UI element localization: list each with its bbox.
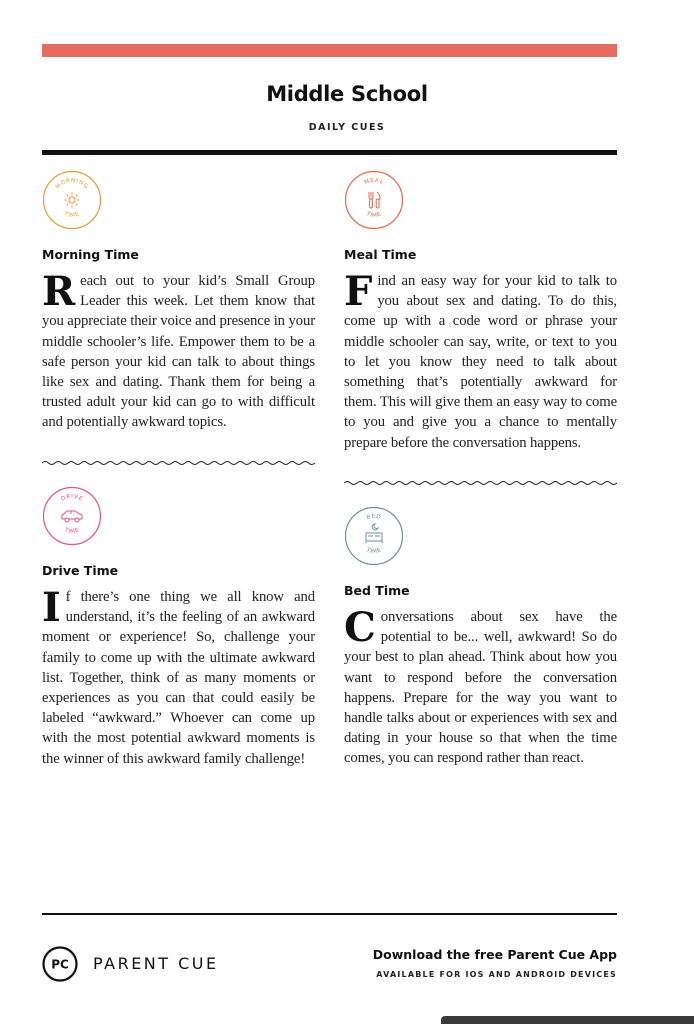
brand-mark: PC [51,957,69,972]
section-body-text: f there’s one thing we all know and understand, it’s the feeling of an awkward moment or experience! So, challenge your family to come up with the ultimate awkward list. Together, think of as many moments or experiences as you can that could easily be labeled “awkward.” Whoever can come up with the most potential awkward moments is the winner of this awkward family challenge! [42,589,315,767]
page-title: Middle School [266,82,428,106]
wave-divider [344,479,617,487]
header-divider [42,150,617,155]
svg-text:TIME [364,211,383,219]
svg-text:DRIVE [60,494,84,503]
section-body [344,604,617,769]
svg-text:TIME [62,211,81,219]
section-title: Bed Time [344,583,410,598]
footer-divider [42,913,617,915]
drop-cap: C [344,604,376,651]
sun-icon [65,193,80,208]
section-bed-time [344,506,617,796]
download-app-text: Download the free Parent Cue App [372,947,617,962]
available-devices-text: AVAILABLE FOR IOS AND ANDROID DEVICES [376,970,617,979]
fork-knife-icon [369,192,380,208]
bed-time-badge [344,506,404,566]
section-drive-time [42,486,315,816]
badge-label-top: BED [366,513,382,522]
wave-divider [42,459,315,467]
drop-cap: R [42,268,76,315]
badge-label-top: MEAL [363,177,385,187]
section-body [42,584,315,769]
section-title: Drive Time [42,563,119,578]
drop-cap: I [42,584,61,631]
section-morning-time [42,170,315,470]
badge-label-top: MORNING [54,177,90,191]
badge-label-bottom: TIME [365,547,383,556]
section-body [344,268,617,453]
morning-time-badge [42,170,102,230]
svg-text:MORNING [55,178,90,191]
section-body-text: onversations about sex have the potential to be... well, awkward! So do your best to plan ahead. Think about how you want to respond before the conversation happens. Prepare for the way you want to handle talks about or experiences with sex and dating in your house so that when the time comes, you can respond rather than react. [344,609,617,767]
badge-label-bottom: TIME [63,527,81,536]
svg-text:TIME [364,547,383,555]
section-title: Morning Time [42,247,139,262]
top-accent-bar [42,44,617,57]
parent-cue-logo-icon [42,946,78,982]
bed-moon-icon [366,524,382,543]
section-body-text: ind an easy way for your kid to talk to you about sex and dating. To do this, come up with a code word or phrase your middle schooler can say, write, or text to you to let you know they need to talk about something that’s potentially awkward for them. This will give them an easy way to come to you and give you a chance to mentally prepare before the conversation happens. [344,273,617,451]
drop-cap: F [344,268,373,315]
car-icon [62,511,82,522]
svg-text:BED [366,514,382,521]
badge-label-top: DRIVE [60,493,84,503]
section-meal-time [344,170,617,490]
section-body [42,268,316,433]
section-body-text: each out to your kid’s Small Group Leader this week. Let them know that you appreciate their voice and presence in your middle schooler’s life. Empower them to be a safe person your kid can talk to about things like sex and dating. Thank them for being a trusted adult your kid can go to with difficult and potentially awkward topics. [42,273,316,431]
section-title: Meal Time [344,247,417,262]
viewer-toolbar-edge [441,1016,694,1024]
svg-text:TIME [62,527,81,535]
svg-text:MEAL [364,178,385,186]
page-subtitle: DAILY CUES [308,122,386,133]
badge-label-bottom: TIME [63,211,81,220]
meal-time-badge [344,170,404,230]
brand-name: PARENT CUE [93,954,219,973]
drive-time-badge [42,486,102,546]
badge-label-bottom: TIME [365,211,383,220]
